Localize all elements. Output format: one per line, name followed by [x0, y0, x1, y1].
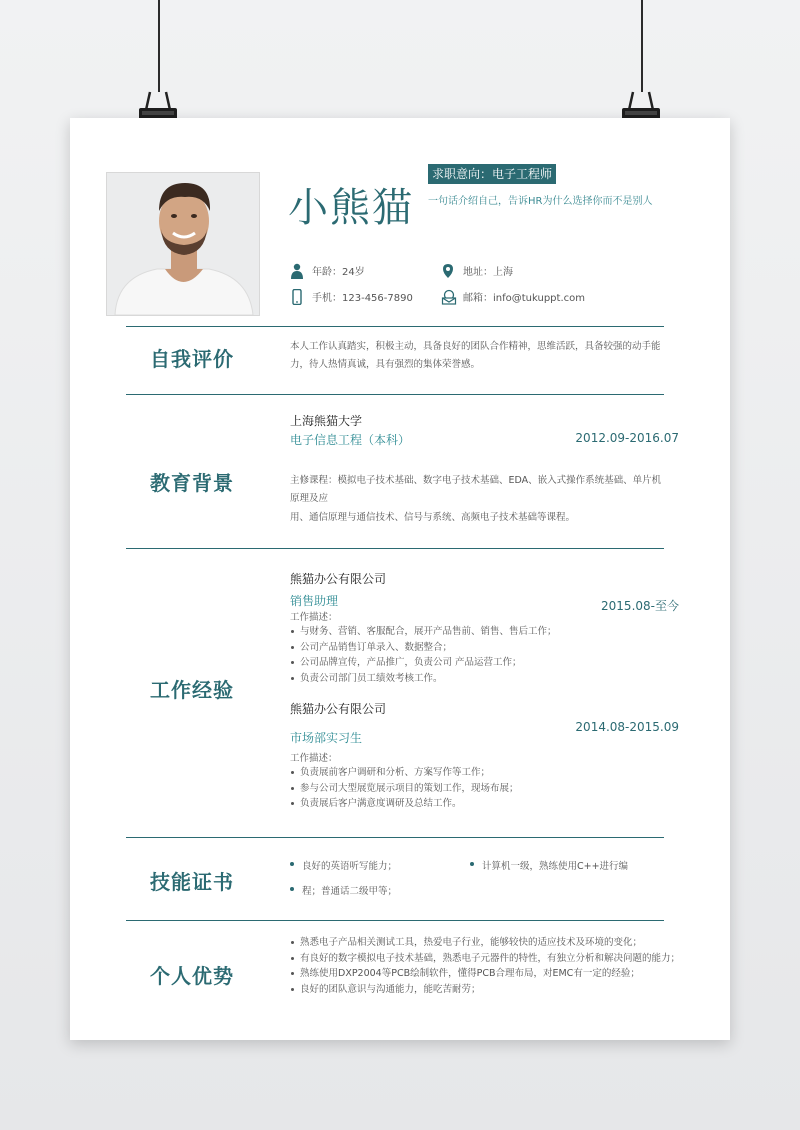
list-item: 公司产品销售订单录入、数据整合；: [290, 640, 557, 656]
section-title-skills: 技能证书: [150, 870, 234, 894]
profile-photo: [106, 172, 260, 316]
hanging-string-right: [641, 0, 643, 92]
self-eval-line-1: 本人工作认真踏实，积极主动，具备良好的团队合作精神，思维活跃，具备较强的动手能: [290, 341, 661, 352]
advantages-list: [290, 935, 680, 997]
job-2-date: 2014.08-2015.09: [575, 720, 679, 734]
job-1-duties: [290, 624, 557, 686]
job-2-duties: [290, 765, 519, 812]
education-date: 2012.09-2016.07: [575, 431, 679, 445]
major: 电子信息工程（本科）: [290, 433, 411, 447]
section-title-self-eval: 自我评价: [150, 347, 234, 371]
job-1-desc-label: 工作描述：: [290, 612, 338, 623]
list-item: 参与公司大型展览展示项目的策划工作，现场布展；: [290, 781, 519, 797]
divider: [126, 548, 664, 549]
job-1-role: 销售助理: [290, 594, 339, 608]
hanging-string-left: [158, 0, 160, 92]
list-item: 负责展后客户满意度调研及总结工作。: [290, 796, 519, 812]
job-2-desc-label: 工作描述：: [290, 753, 338, 764]
list-item: 与财务、营销、客服配合，展开产品售前、销售、售后工作；: [290, 624, 557, 640]
skill-item-2: 计算机一级，熟练使用C++进行编: [470, 858, 628, 872]
list-item: 负责公司部门员工绩效考核工作。: [290, 671, 557, 687]
phone-icon: [290, 289, 304, 305]
course-line-2: 原理及应: [290, 493, 329, 504]
section-title-work: 工作经验: [150, 678, 234, 702]
email-text: 邮箱：info@tukuppt.com: [463, 293, 585, 304]
tagline: 一句话介绍自己，告诉HR为什么选择你而不是别人: [428, 196, 653, 207]
list-item: 熟练使用DXP2004等PCB绘制软件，懂得PCB合理布局，对EMC有一定的经验；: [290, 966, 680, 982]
school-name: 上海熊猫大学: [290, 414, 363, 428]
location-icon: [441, 263, 455, 279]
person-icon: [290, 263, 304, 279]
divider: [126, 920, 664, 921]
divider: [126, 837, 664, 838]
list-item: 有良好的数字模拟电子技术基础，熟悉电子元器件的特性，有独立分析和解决问题的能力；: [290, 951, 680, 967]
list-item: 熟悉电子产品相关测试工具，热爱电子行业，能够较快的适应技术及环境的变化；: [290, 935, 680, 951]
address-text: 地址：上海: [463, 267, 513, 278]
job-1-company: 熊猫办公有限公司: [290, 572, 387, 586]
job-1-date: 2015.08-至今: [601, 599, 679, 613]
job-intent-badge: 求职意向：电子工程师: [428, 164, 556, 184]
mail-icon: [441, 289, 457, 305]
divider: [126, 326, 664, 327]
job-2-role: 市场部实习生: [290, 731, 363, 745]
skill-item-3: 程；普通话二级甲等；: [290, 883, 397, 897]
candidate-name: 小熊猫: [288, 185, 414, 231]
divider: [126, 394, 664, 395]
section-title-education: 教育背景: [150, 471, 234, 495]
age-text: 年龄：24岁: [312, 267, 365, 278]
course-line-1: 主修课程：模拟电子技术基础、数字电子技术基础、EDA、嵌入式操作系统基础、单片机: [290, 475, 662, 486]
list-item: 良好的团队意识与沟通能力，能吃苦耐劳；: [290, 982, 680, 998]
section-title-advantages: 个人优势: [150, 964, 234, 988]
job-2-company: 熊猫办公有限公司: [290, 702, 387, 716]
list-item: 公司品牌宣传，产品推广，负责公司 产品运营工作；: [290, 655, 557, 671]
phone-text: 手机：123-456-7890: [312, 293, 413, 304]
skill-item-1: 良好的英语听写能力；: [290, 858, 397, 872]
course-line-3: 用、通信原理与通信技术、信号与系统、高频电子技术基础等课程。: [290, 512, 576, 523]
list-item: 负责展前客户调研和分析、方案写作等工作；: [290, 765, 519, 781]
self-eval-line-2: 力，待人热情真诚，具有强烈的集体荣誉感。: [290, 359, 481, 370]
